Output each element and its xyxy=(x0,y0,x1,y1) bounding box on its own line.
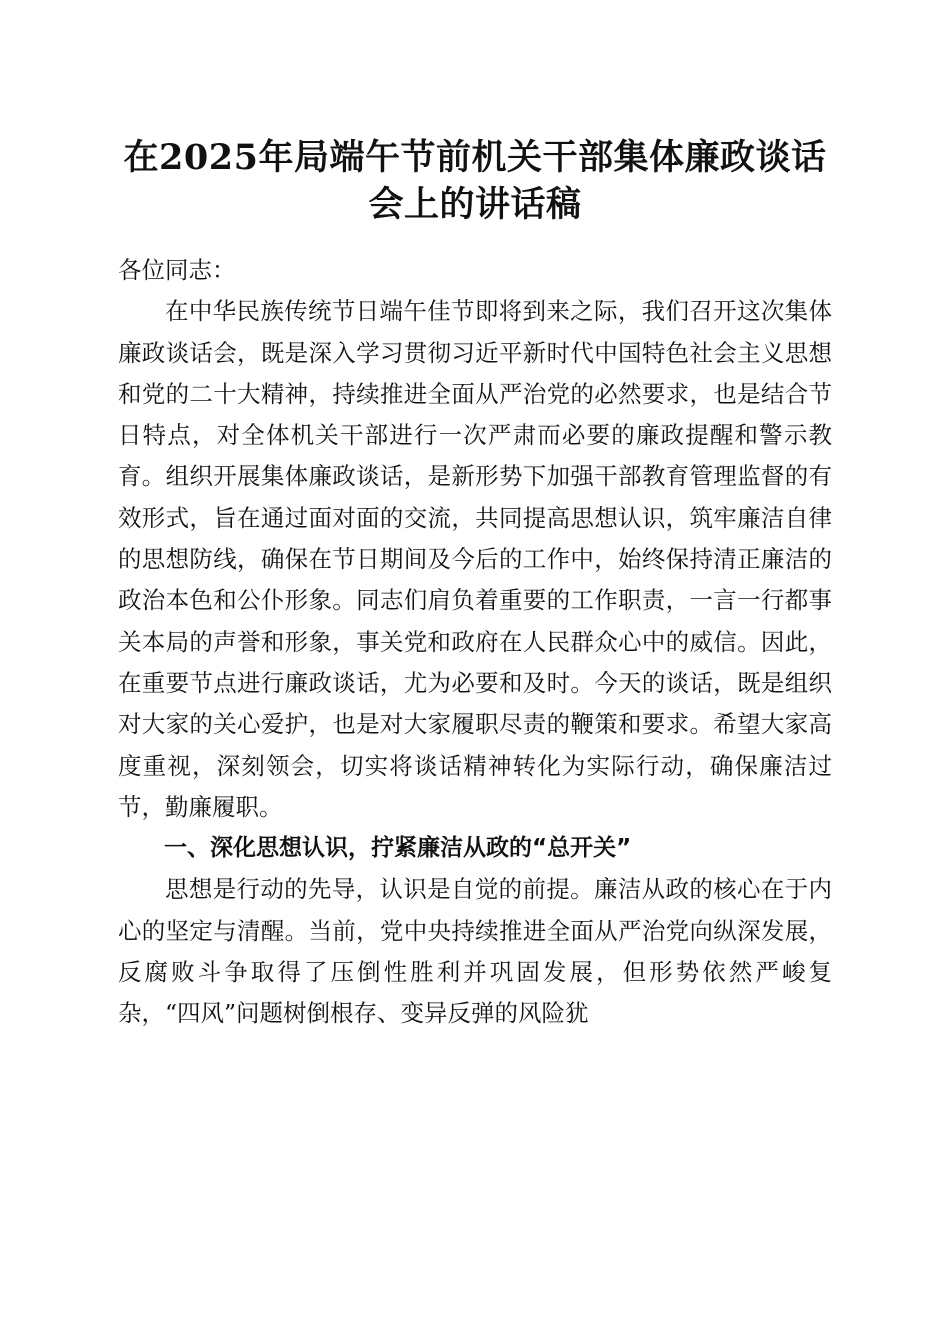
paragraph-section-1: 思想是行动的先导，认识是自觉的前提。廉洁从政的核心在于内心的坚定与清醒。当前，党中央持续推进全面从严治党向纵深发展，反腐败斗争取得了压倒性胜利并巩固发展，但形势依然严峻复杂，“四风”问题树倒根存、变异反弹的风险犹 xyxy=(118,875,832,1028)
title-line-2: 会上的讲话稿 xyxy=(368,184,582,225)
title-line-1: 在2025年局端午节前机关干部集体廉政谈话 xyxy=(123,137,827,178)
document-title xyxy=(118,134,832,228)
document-body xyxy=(118,250,832,1035)
paragraph-intro: 在中华民族传统节日端午佳节即将到来之际，我们召开这次集体廉政谈话会，既是深入学习贯彻习近平新时代中国特色社会主义思想和党的二十大精神，持续推进全面从严治党的必然要求，也是结合节日特点，对全体机关干部进行一次严肃而必要的廉政提醒和警示教育。组织开展集体廉政谈话，是新形势下加强干部教育管理监督的有效形式，旨在通过面对面的交流，共同提高思想认识，筑牢廉洁自律的思想防线，确保在节日期间及今后的工作中，始终保持清正廉洁的政治本色和公仆形象。同志们肩负着重要的工作职责，一言一行都事关本局的声誉和形象，事关党和政府在人民群众心中的威信。因此，在重要节点进行廉政谈话，尤为必要和及时。今天的谈话，既是组织对大家的关心爱护，也是对大家履职尽责的鞭策和要求。希望大家高度重视，深刻领会，切实将谈话精神转化为实际行动，确保廉洁过节，勤廉履职。 xyxy=(118,297,832,821)
salutation: 各位同志： xyxy=(118,256,236,284)
section-heading-1: 一、深化思想认识，拧紧廉洁从政的“总开关” xyxy=(164,835,632,862)
